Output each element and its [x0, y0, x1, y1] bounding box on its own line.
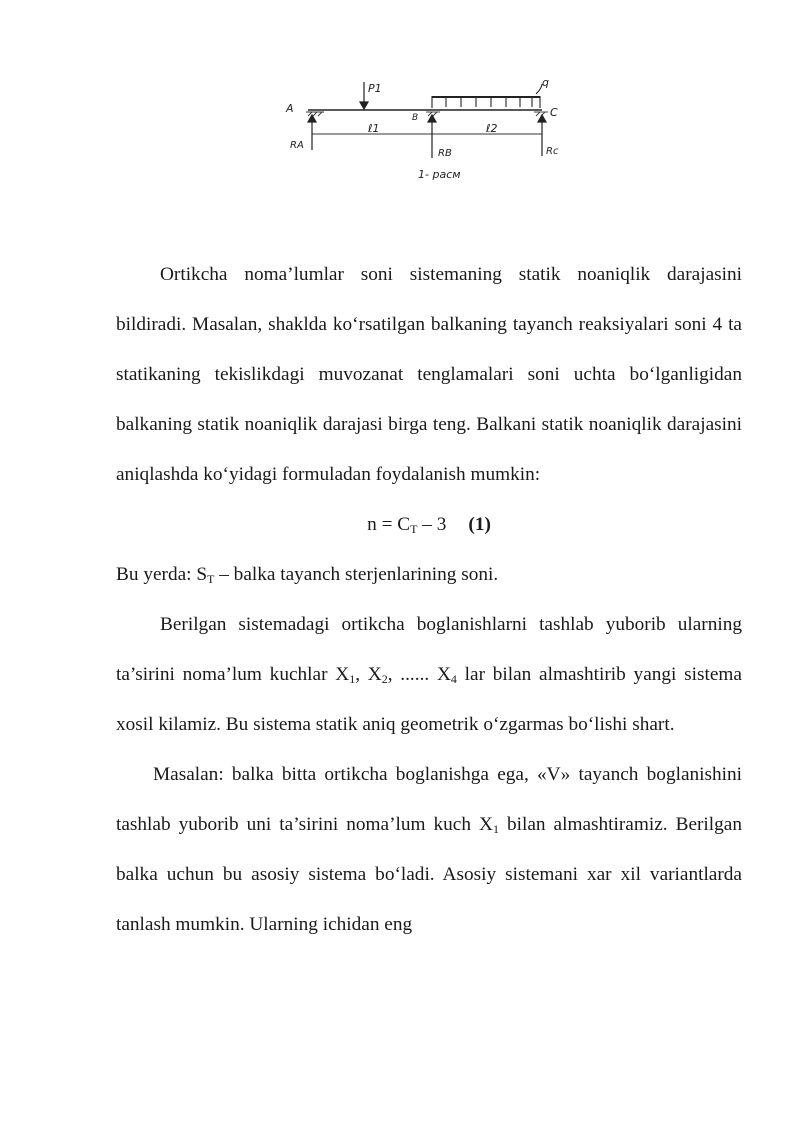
- figure-caption: 1- рacм: [418, 168, 461, 181]
- label-a: A: [286, 102, 294, 115]
- support-a: [306, 112, 324, 116]
- p3-t3: , ...... X: [387, 664, 451, 685]
- label-q: q: [542, 76, 549, 89]
- paragraph-3: [116, 600, 742, 750]
- p3-t2: , X: [355, 664, 382, 685]
- label-ra: RA: [290, 140, 304, 151]
- label-p1: P1: [368, 82, 382, 95]
- body-text: [116, 250, 742, 950]
- beam-figure: [280, 72, 570, 188]
- label-l2: ℓ2: [486, 122, 498, 135]
- reaction-rb-arrow: [428, 115, 436, 158]
- p2-after: – balka tayanch sterjenlarining soni.: [214, 564, 499, 585]
- distributed-load-q: [432, 84, 542, 108]
- p4-t1: Masalan: balka bitta ortikcha boglanishga ega, «V» tayanch boglanishini tashlab yuborib uni ta’sirini noma’lum kuch X: [116, 764, 742, 835]
- support-b: [426, 112, 440, 116]
- label-c: C: [550, 106, 558, 119]
- formula-1: [116, 500, 742, 550]
- p4-s1: 1: [492, 822, 499, 836]
- formula-lhs: n = C: [367, 514, 411, 535]
- formula-number: (1): [468, 514, 491, 535]
- paragraph-2: [116, 550, 742, 600]
- formula-sub: T: [410, 522, 418, 536]
- label-b: B: [412, 113, 419, 123]
- p3-t4: lar bilan almashtirib yangi sistema xosil kilamiz. Bu sistema statik aniq geometrik o‘zgarmas bo‘lishi shart.: [116, 664, 742, 735]
- paragraph-4: [116, 750, 742, 950]
- p3-s2: 2: [381, 672, 388, 686]
- label-l1: ℓ1: [368, 122, 380, 135]
- p3-t1: Berilgan sistemadagi ortikcha boglanishlarni tashlab yuborib ularning ta’sirini noma’lum kuchlar X: [116, 614, 742, 685]
- p4-t2: bilan almashtiramiz. Berilgan balka uchun bu asosiy sistema bo‘ladi. Asosiy sistemani xar xil variantlarda tanlash mumkin. Ularning ichidan eng: [116, 814, 742, 935]
- support-c: [534, 112, 548, 116]
- force-p1-arrow: [360, 82, 368, 109]
- formula-rhs: – 3: [417, 514, 447, 535]
- label-rb: RB: [438, 148, 452, 159]
- p3-s1: 1: [349, 672, 356, 686]
- reaction-rc-arrow: [538, 115, 546, 156]
- reaction-ra-arrow: [308, 115, 316, 150]
- label-rc: Rc: [546, 146, 559, 157]
- p2-before: Bu yerda: S: [116, 564, 208, 585]
- beam-diagram: [280, 72, 570, 188]
- p2-sub: T: [207, 572, 215, 586]
- p3-s3: 4: [450, 672, 457, 686]
- paragraph-1: Ortikcha noma’lumlar soni sistemaning statik noaniqlik darajasini bildiradi. Masalan, shaklda ko‘rsatilgan balkaning tayanch reaksiyalari soni 4 ta statikaning tekislikdagi muvozanat tenglamalari soni uchta bo‘lganligidan balkaning statik noaniqlik darajasi birga teng. Balkani statik noaniqlik darajasini aniqlashda ko‘yidagi formuladan foydalanish mumkin:: [116, 264, 742, 485]
